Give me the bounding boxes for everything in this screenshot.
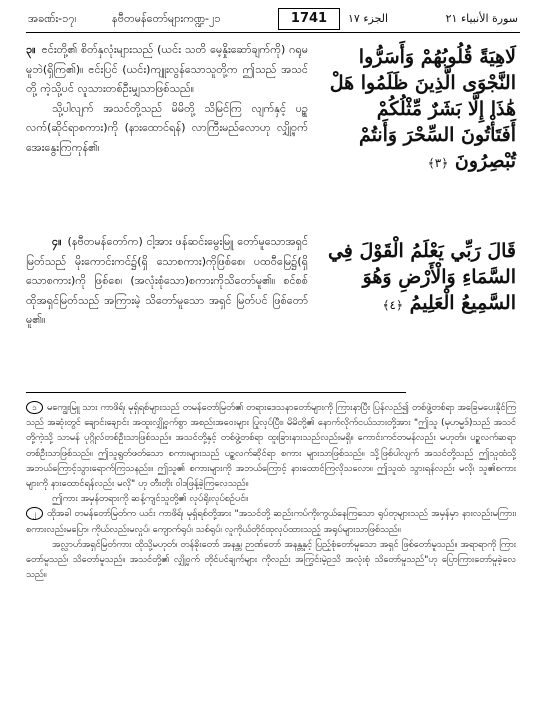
page-header: [26, 8, 520, 33]
verse-paragraph: ၄။ (နဗီတမန်တော်က) ငါ့အား ဖန်ဆင်းမွေးမြူ တော်မူသောအရှင်မြတ်သည် မိုးကောင်းကင်၌(ရှိ သောစကား)ကိုဖြစ်စေ၊ ပထဝီမြေ၌(ရှိသောစကား)ကို ဖြစ်စေ၊ (အလုံးစုံသော)စကားကိုသိတော်မူ၏။ စင်စစ် ထိုအရှင်မြတ်သည် အကြားမဲ့ သိတော်မူသော အရှင် မြတ်ပင် ဖြစ်တော်မူ၏။: [26, 235, 308, 326]
ayah-number-icon: ﴿٣﴾: [427, 156, 449, 170]
page-number: 1741: [278, 8, 340, 30]
footnote-paragraph: အလ္လာဟ်အရှင်မြတ်ကား ထိုသို့မဟုတ်၊ တန်ခိုးတော် အနန္တ၊ ဉာဏ်တော် အနန္တနှင့် ပြည့်စုံတော်မူသော အရှင် ဖြစ်တော်မူသည်။ အရာရာကို ကြားတော်မူသည်၊ သိတော်မူသည်။ အသင်တို့၏ လျှို့ဝှက် တိုင်ပင်ချက်များ ကိုလည်း အကြွင်းမဲ့ဉသိ အလုံးစုံ သိတော်မူသည်"ဟု ပြောကြားတော်မူခဲ့လေသည်။: [26, 538, 516, 581]
footnote-paragraph: ဤကား အမှန်တရားကို ဆန့်ကျင်သူတို့၏ လုပ်ရိုးလုပ်စဉ်ပင်။: [52, 493, 249, 505]
footnote-divider: [26, 392, 406, 393]
juz-label: الجزء ١٧: [348, 12, 389, 25]
footnote-number: ၂: [26, 507, 43, 520]
arabic-verse: قَالَ رَبِّي يَعْلَمُ الْقَوْلَ فِي السَّمَاءِ وَالْأَرْضِ وَهُوَ السَّمِيعُ الْعَلِيمُ ﴿٤﴾: [327, 240, 516, 314]
footnote-number: ၁: [26, 401, 43, 414]
verse-translation: [26, 232, 308, 330]
surah-label: سورة الأنبياء ٢١: [445, 12, 518, 25]
footnote: ၂ ထိုအခါ တမန်တော်မြတ်က ယင်း ကာဖိရ်၊ မုရှ်ရစ်တို့အား "အသင်တို့ ဆည်းကပ်ကိုးကွယ်နေကြသော ရုပ်တုများသည် အမှန်မှာ နားလည်းမကြား၊ စကားလည်းမပြော၊ ကိုယ်လည်းမလှုပ်၊ ကျောက်ရုပ်၊ သစ်ရုပ်၊ လူကိုယ်တိုင်ထုလုပ်ထားသည့် အရုပ်များသာဖြစ်သည်။: [26, 508, 516, 535]
chapter-label: အခဏ်း-၁၇၊: [28, 12, 77, 25]
footnotes: [26, 400, 516, 582]
verse-paragraph: ၃။ ၔင်းတို့၏ စိတ်နှလုံးများသည် (ယင်း သတိ မေ့နှိုးဆော်ချက်ကို) ဂရုမမူဘဲ(ရှိကြ၏)။ ၔင်းပြင် (ယင်း)ကျူးလွန်သောသူတို့က ဤသည် အသင်တို့ ကဲ့သို့ပင် လူသားတစ်ဦးမျှသာဖြစ်သည်။: [26, 43, 308, 95]
verse-translation: [26, 40, 308, 157]
verse-paragraph: သို့ပါလျက် အသင်တို့သည် မိမိတို့ သိမြင်ကြ လျက်နှင့် ပဥ္စလက်(ဆိုင်ရာစကား)ကို (နားထောင်ရန်) လာကြီးမည်လောဟု လျှို့ဝှက်အေးနွေးကြကုန်၏၊: [26, 101, 308, 154]
verse-number: ၄။: [52, 235, 62, 248]
ayah-number-icon: ﴿٤﴾: [382, 298, 403, 312]
footnote: ၁ မကျွေးမြူ သား ကာဖိရ်၊ မုရှ်ရစ်များသည် တမန်တော်မြတ်၏ တရားဒေသနာတော်များကို ကြားနာပြီး ပြန်လည်၍ တစ်ဖွဲ့တစ်ရာ အခြေမပေးနိုင်ကြသည် အဆုံးတွင် ချောင်းချောင်း အထူးလျှို့ဝှက်စွာ အစည်းအဝေးများ ပြုလုပ်ပြီး၊ မိမိတို့၏ နောက်လိုက်ငယ်သားတို့အား "ဤသူ (မုဟမ္မဒ်)သည် အသင်တို့ကဲ့သို့ သာမန် ပုဂ္ဂိုလ်တစ်ဦးသာဖြစ်သည်။ အသင်တို့နှင့် တစ်ဖွဲ့တစ်ရာ ထူးခြားနားသည်လည်းမရှိ။ ကောင်းကင်တမန်လည်း မဟုတ်။ ပဥ္စလက်ဆရာ တစ်ဦးသာဖြစ်သည်။ ဤသူရွတ်ဖတ်သော စကားများသည် ပဥ္စလက်ဆိုင်ရာ စကား များသာဖြစ်သည်။ သို့ဖြစ်ပါလျက် အသင်တို့သည် ဤသူထံသို့ အဘယ်ကြောင့်သွားရောက်ကြသနည်း။ ဤသူ၏ စကားများကို အဘယ်ကြောင့် နားထောင်ကြလိုသလော။ ဤသူထံ သွားရန်လည်း မလို၊ သူ၏စကားများကို နားထောင်ရန်လည်း မလို" ဟု တီးတိုး ဝါဒဖြန့်ခဲ့ကြလေသည်။: [26, 402, 516, 490]
arabic-verse: لَاهِيَةً قُلُوبُهُمْ وَأَسَرُّوا النَّجْوَى الَّذِينَ ظَلَمُوا هَلْ هَٰذَا إِلَّا بَشَرٌ مِّثْلُكُمْ أَفَتَأْتُونَ السِّحْرَ وَأَنتُمْ تُبْصِرُونَ ﴿٣﴾: [329, 46, 516, 172]
verse-number: ၃။: [26, 43, 36, 56]
section-title: နဗီတမန်တော်များကဏ္ဍ-၂၁: [112, 12, 221, 25]
